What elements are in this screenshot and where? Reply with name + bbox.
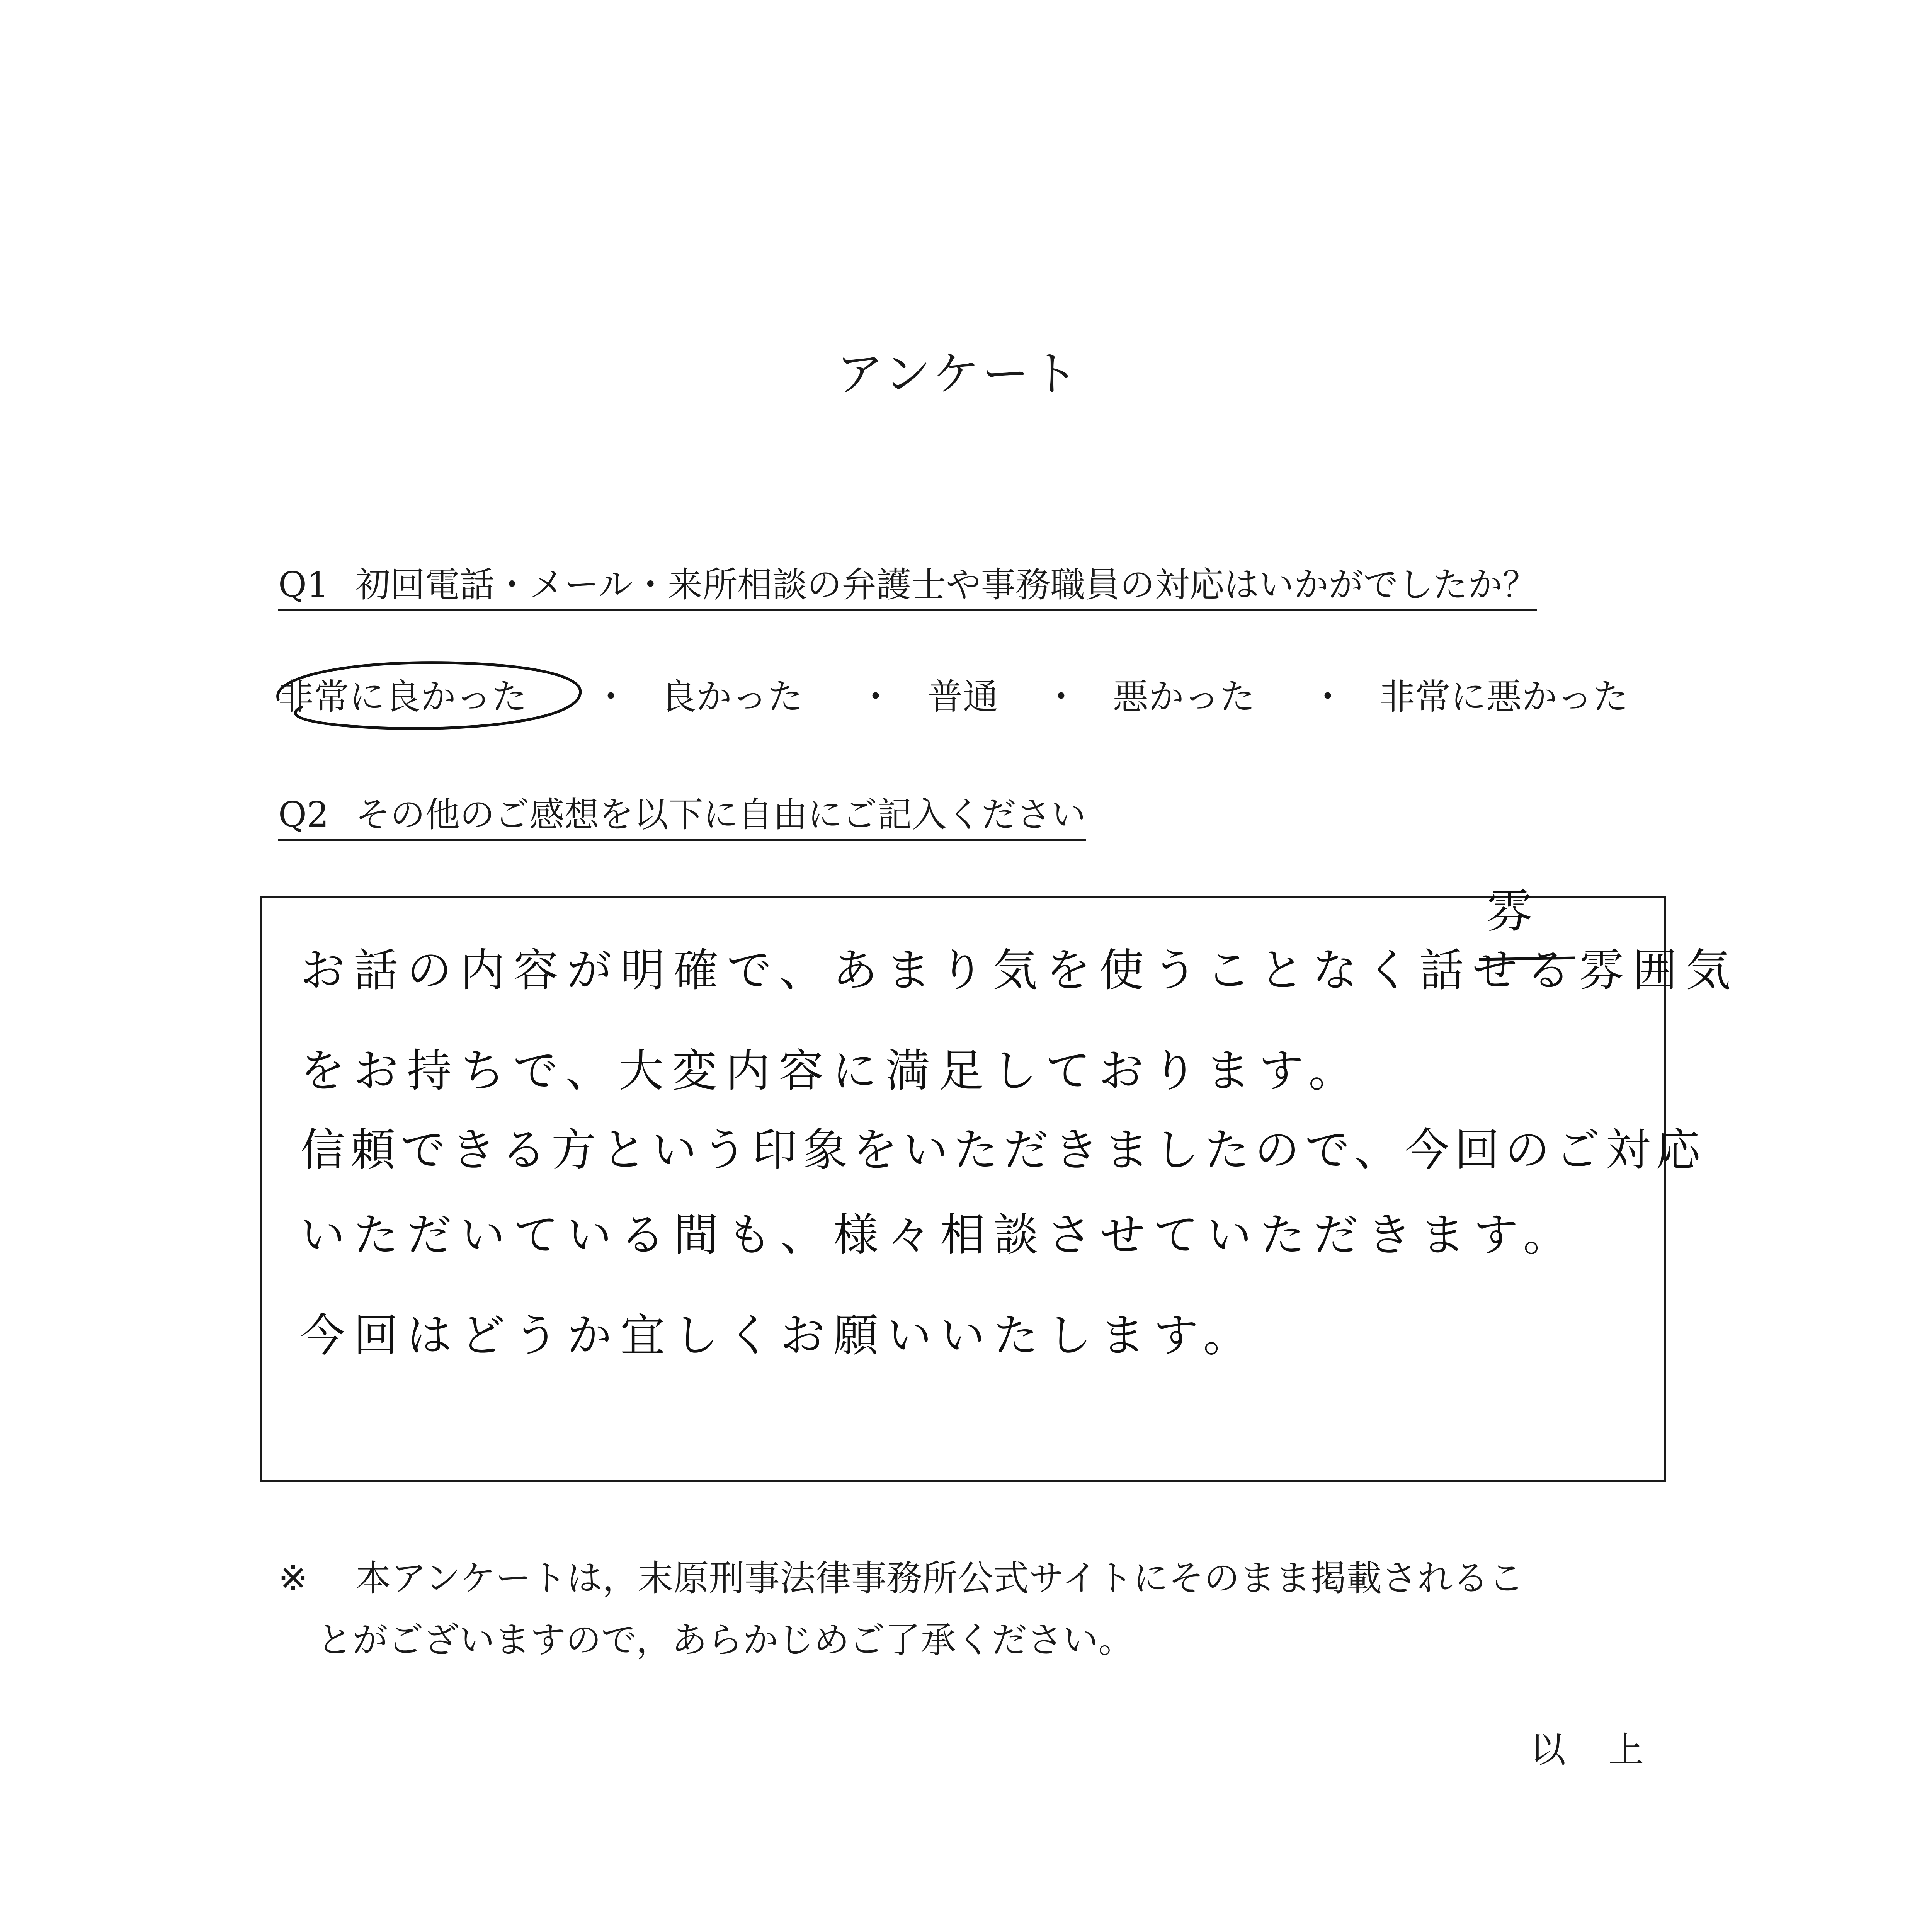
handwritten-line: いただいている間も、様々相談させていただきます。 (300, 1209, 1577, 1261)
disclaimer-note (278, 1548, 1654, 1671)
option-normal[interactable]: 普通 (927, 676, 999, 718)
disclaimer-line-2: とがございますので，あらかじめご了承ください。 (317, 1619, 1134, 1661)
handwritten-line: お話の内容が明確で、あまり気を使うことなく話せる雰囲気 (300, 944, 1739, 997)
handwritten-line: をお持ちで、大変内容に満足しております。 (300, 1045, 1362, 1097)
question-2-number: Q2 (278, 794, 329, 835)
reference-mark: ※ (278, 1558, 308, 1599)
survey-title: アンケート (836, 347, 1081, 401)
free-comment-box[interactable] (260, 885, 1739, 1482)
question-1-text: 初回電話・メール・来所相談の弁護士や事務職員の対応はいかがでしたか？ (356, 565, 1538, 605)
option-separator: ・ (858, 676, 894, 718)
question-1-number: Q1 (278, 565, 329, 605)
handwritten-line: 今回はどうか宜しくお願いいたします。 (300, 1310, 1257, 1362)
option-separator: ・ (593, 676, 629, 718)
option-separator: ・ (1310, 676, 1346, 718)
question-2-text: その他のご感想を以下に自由にご記入ください (356, 794, 1086, 835)
handwritten-correction: 雰 (1487, 885, 1533, 939)
option-very-good[interactable]: 非常に良かった (278, 676, 527, 718)
handwritten-line: 信頼できる方という印象をいただきましたので、今回のご対応 (300, 1124, 1706, 1176)
closing-mark: 以上 (1530, 1729, 1687, 1770)
disclaimer-line-1: 本アンケートは，末原刑事法律事務所公式サイトにそのまま掲載されるこ (356, 1558, 1524, 1599)
option-separator: ・ (1043, 676, 1079, 718)
option-very-bad[interactable]: 非常に悪かった (1379, 676, 1629, 718)
option-good[interactable]: 良かった (661, 676, 803, 718)
question-2 (278, 786, 1086, 841)
question-1 (278, 556, 1537, 611)
question-1-options (278, 668, 1648, 719)
option-bad[interactable]: 悪かった (1113, 676, 1255, 718)
